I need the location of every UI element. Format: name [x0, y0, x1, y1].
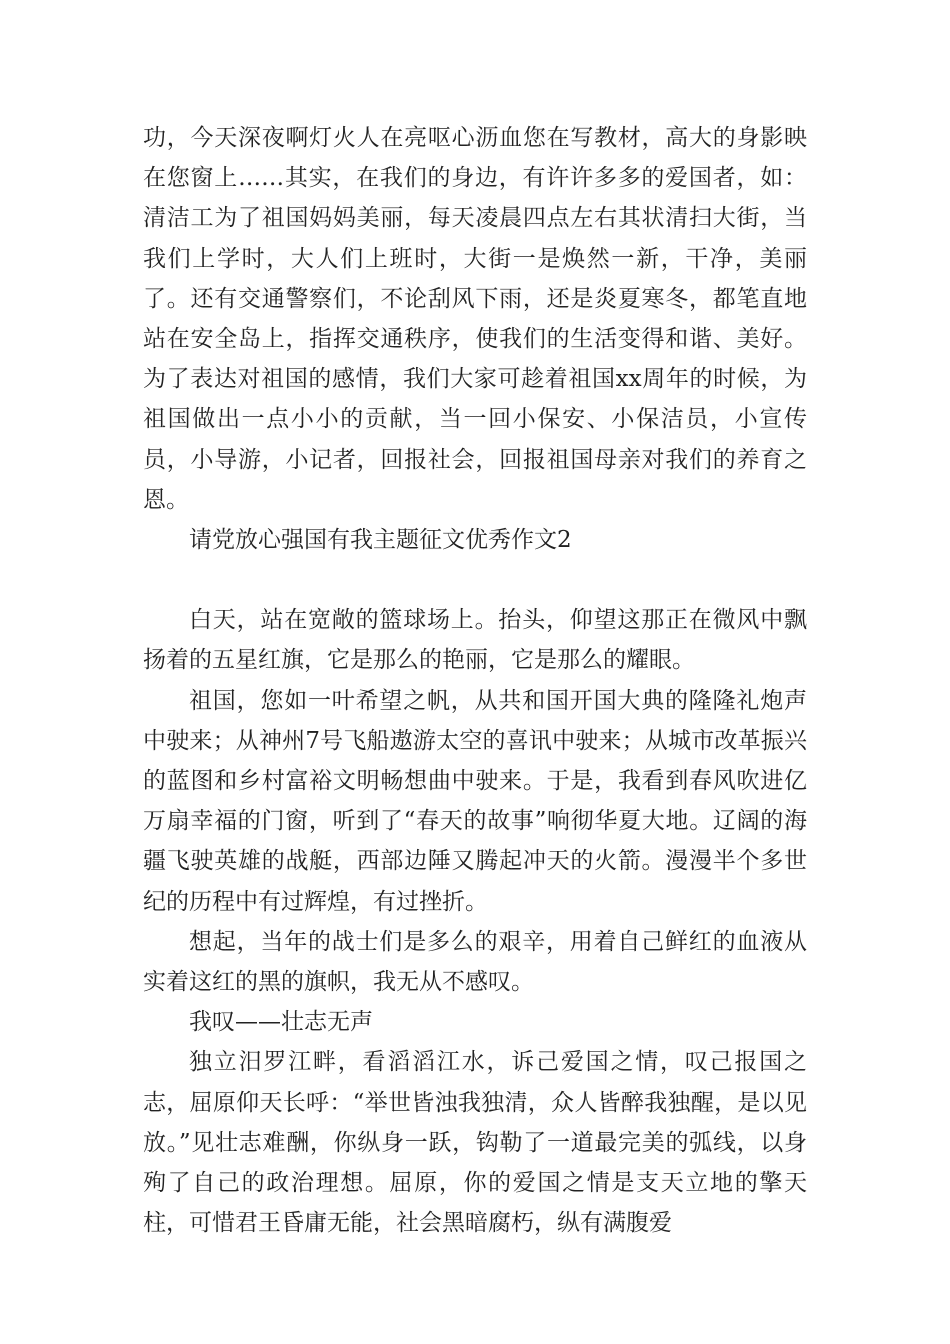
blank-line — [143, 560, 807, 600]
subheading: 我叹——壮志无声 — [189, 1009, 373, 1036]
paragraph: 白天，站在宽敞的篮球场上。抬头，仰望这那正在微风中飘扬着的五星红旗，它是那么的艳丽，它是那么的耀眼。 — [143, 607, 807, 674]
document-page — [143, 118, 807, 1243]
paragraph: 独立汨罗江畔，看滔滔江水，诉己爱国之情，叹己报国之志，屈原仰天长呼：“举世皆浊我独清，众人皆醉我独醒，是以见放。”见壮志难酬，你纵身一跃，钩勒了一道最完美的弧线，以身殉了自己的政治理想。屈原，你的爱国之情是支天立地的擎天柱，可惜君王昏庸无能，社会黑暗腐朽，纵有满腹爱 — [143, 1049, 807, 1237]
paragraph: 祖国，您如一叶希望之帆，从共和国开国大典的隆隆礼炮声中驶来；从神州7号飞船遨游太空的喜讯中驶来；从城市改革振兴的蓝图和乡村富裕文明畅想曲中驶来。于是，我看到春风吹进亿万扇幸福的门窗，听到了“春天的故事”响彻华夏大地。辽阔的海疆飞驶英雄的战艇，西部边陲又腾起冲天的火箭。漫漫半个多世纪的历程中有过辉煌，有过挫折。 — [143, 687, 807, 915]
paragraph: 想起，当年的战士们是多么的艰辛，用着自己鲜红的血液从实着这红的黑的旗帜，我无从不感叹。 — [143, 928, 807, 996]
section-title: 请党放心强国有我主题征文优秀作文2 — [189, 527, 572, 554]
paragraph-continuation: 功，今天深夜啊灯火人在亮呕心沥血您在写教材，高大的身影映在您窗上……其实，在我们的身边，有许许多多的爱国者，如：清洁工为了祖国妈妈美丽，每天凌晨四点左右其状清扫大街，当我们上学时，大人们上班时，大街一是焕然一新，干净，美丽了。还有交通警察们，不论刮风下雨，还是炎夏寒冬，都笔直地站在安全岛上，指挥交通秩序，使我们的生活变得和谐、美好。为了表达对祖国的感情，我们大家可趁着祖国xx周年的时候，为祖国做出一点小小的贡献，当一回小保安、小保洁员，小宣传员，小导游，小记者，回报社会，回报祖国母亲对我们的养育之恩。 — [143, 125, 807, 513]
